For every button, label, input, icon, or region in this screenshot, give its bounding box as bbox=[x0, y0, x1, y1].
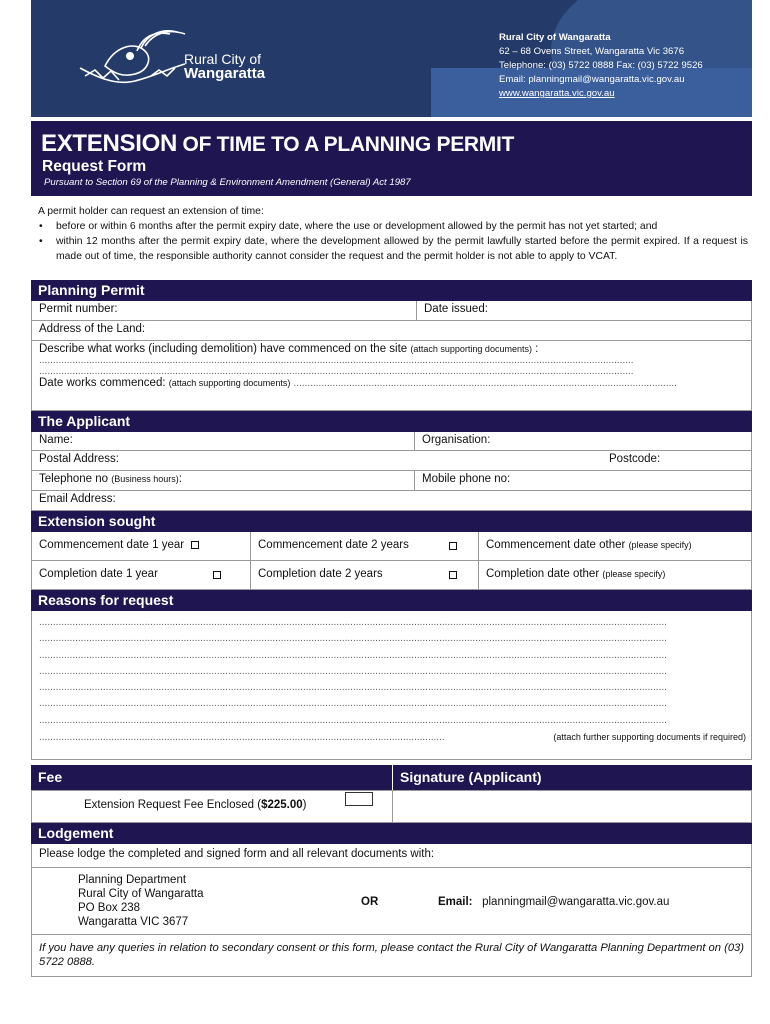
commencement-1-year-checkbox[interactable] bbox=[191, 541, 199, 549]
logo-line2: Wangaratta bbox=[184, 65, 266, 82]
telephone-label: Telephone no bbox=[39, 473, 109, 485]
lodgement-email bbox=[438, 896, 669, 908]
mobile-field[interactable] bbox=[414, 471, 753, 490]
logo-wordmark bbox=[184, 52, 265, 82]
mobile-label: Mobile phone no: bbox=[422, 473, 511, 485]
section-header-fee: Fee bbox=[31, 765, 392, 790]
form-title-rest: OF TIME TO A PLANNING PERMIT bbox=[177, 133, 515, 156]
lodgement-email-link[interactable]: planningmail@wangaratta.vic.gov.au bbox=[482, 896, 670, 908]
intro-bullet bbox=[38, 219, 748, 234]
fee-label: Extension Request Fee Enclosed ( bbox=[84, 799, 262, 811]
address-of-land-field[interactable] bbox=[31, 321, 752, 341]
intro-bullets bbox=[38, 219, 748, 264]
fee-enclosed-checkbox[interactable] bbox=[345, 792, 373, 806]
postal-address-row bbox=[31, 451, 752, 471]
reasons-field[interactable] bbox=[31, 611, 752, 760]
commencement-1-year-label: Commencement date 1 year bbox=[39, 539, 185, 551]
section-header-lodgement: Lodgement bbox=[31, 823, 752, 844]
fee-close: ) bbox=[302, 799, 307, 811]
dotted-line: ...................................................................................................................................................................................................................... bbox=[39, 366, 634, 377]
completion-row bbox=[31, 561, 752, 590]
address-of-land-label: Address of the Land: bbox=[39, 323, 146, 335]
applicant-name-field[interactable] bbox=[32, 432, 414, 450]
permit-number-label: Permit number: bbox=[39, 303, 118, 315]
organisation-label: Organisation: bbox=[422, 434, 491, 446]
contact-website-link[interactable]: www.wangaratta.vic.gov.au bbox=[499, 88, 615, 99]
completion-1-year-option[interactable] bbox=[32, 561, 250, 589]
section-header-extension: Extension sought bbox=[31, 511, 752, 532]
dotted-line: .......................................................................................................................................... bbox=[293, 378, 677, 389]
section-header-applicant: The Applicant bbox=[31, 411, 752, 432]
dotted-line: .................................................................................................................................................................................................................................. bbox=[39, 714, 667, 726]
dotted-line: .................................................................................................................................................................................................................................. bbox=[39, 682, 667, 694]
dotted-line: .................................................................................................................................................................................................................................. bbox=[39, 665, 667, 677]
commencement-other-note: (please specify) bbox=[628, 540, 692, 550]
lodgement-details-row bbox=[31, 867, 752, 935]
date-issued-field[interactable] bbox=[416, 301, 753, 320]
form-act-reference: Pursuant to Section 69 of the Planning & Environment Amendment (General) Act 1987 bbox=[44, 177, 411, 188]
intro-text bbox=[38, 204, 748, 264]
intro-bullet bbox=[38, 234, 748, 264]
bullet-icon: • bbox=[39, 236, 43, 247]
form-title bbox=[41, 130, 514, 158]
lodgement-address-line: PO Box 238 bbox=[78, 902, 141, 914]
fee-signature-row bbox=[31, 790, 752, 823]
contact-phone: Telephone: (03) 5722 0888 Fax: (03) 5722 9526 bbox=[499, 60, 703, 71]
telephone-note: (Business hours) bbox=[111, 474, 179, 484]
logo-line1: Rural City of bbox=[184, 51, 262, 67]
contact-address: 62 – 68 Ovens Street, Wangaratta Vic 3676 bbox=[499, 46, 685, 57]
dotted-line: .................................................................................................................................................................................................................................. bbox=[39, 617, 667, 628]
email-address-label: Email Address: bbox=[39, 493, 116, 505]
postcode-field[interactable] bbox=[602, 451, 753, 470]
lodgement-postal-address bbox=[78, 873, 203, 929]
form-subtitle: Request Form bbox=[42, 158, 147, 175]
lodgement-address-line: Wangaratta VIC 3677 bbox=[78, 916, 189, 928]
lodgement-or: OR bbox=[361, 896, 379, 908]
page-header bbox=[31, 0, 752, 117]
reasons-attach-note: (attach further supporting documents if required) bbox=[551, 729, 746, 745]
footer-note: If you have any queries in relation to secondary consent or this form, please contact the Rural City of Wangaratta Planning Department on (03) 5722 0888. bbox=[39, 942, 744, 968]
email-address-field[interactable] bbox=[31, 491, 752, 511]
section-header-signature: Signature (Applicant) bbox=[392, 765, 752, 790]
form-title-big: EXTENSION bbox=[41, 130, 177, 157]
commencement-2-years-checkbox[interactable] bbox=[449, 542, 457, 550]
contact-block bbox=[499, 31, 703, 101]
applicant-name-label: Name: bbox=[39, 434, 73, 446]
telephone-row bbox=[31, 471, 752, 491]
completion-1-year-label: Completion date 1 year bbox=[39, 568, 158, 580]
completion-2-years-checkbox[interactable] bbox=[449, 571, 457, 579]
wangaratta-logo-icon bbox=[75, 26, 195, 96]
intro-bullet-text: before or within 6 months after the permit expiry date, where the use or development allowed by the permit has not yet started; and bbox=[56, 221, 658, 232]
completion-other-note: (please specify) bbox=[602, 569, 666, 579]
dotted-line: ...................................................................................................................................................................................................................... bbox=[39, 355, 634, 366]
telephone-field[interactable] bbox=[32, 471, 414, 490]
works-describe-label: Describe what works (including demolition) have commenced on the site bbox=[39, 343, 408, 355]
date-works-commenced-label: Date works commenced: bbox=[39, 377, 166, 389]
commencement-2-years-option[interactable] bbox=[250, 532, 478, 560]
date-works-commenced-note: (attach supporting documents) bbox=[168, 378, 291, 388]
bullet-icon: • bbox=[39, 221, 43, 232]
lodgement-email-label: Email: bbox=[438, 896, 473, 908]
postal-address-label: Postal Address: bbox=[39, 453, 119, 465]
fee-amount: $225.00 bbox=[261, 799, 303, 811]
section-header-reasons: Reasons for request bbox=[31, 590, 752, 611]
completion-other-label: Completion date other bbox=[486, 568, 600, 580]
intro-bullet-text: within 12 months after the permit expiry date, where the development allowed by the permit lawfully started before the permit expired. If a request is made out of time, the responsible authority cannot consider the request and the permit holder is not able to apply to VCAT. bbox=[56, 236, 748, 262]
works-commenced-field[interactable] bbox=[31, 341, 752, 411]
works-commenced-content bbox=[32, 341, 753, 410]
contact-org: Rural City of Wangaratta bbox=[499, 32, 611, 43]
lodgement-instruction: Please lodge the completed and signed form and all relevant documents with: bbox=[39, 848, 435, 860]
telephone-colon: : bbox=[178, 473, 182, 485]
dotted-line: .................................................................................................................................................................................................................................. bbox=[39, 649, 667, 661]
commencement-2-years-label: Commencement date 2 years bbox=[258, 539, 409, 551]
completion-1-year-checkbox[interactable] bbox=[213, 571, 221, 579]
lodgement-instruction-row bbox=[31, 844, 752, 868]
dotted-line: .................................................................................................................................................................................................................................. bbox=[39, 698, 667, 710]
works-describe-colon: : bbox=[531, 343, 539, 355]
section-header-planning-permit: Planning Permit bbox=[31, 280, 752, 301]
date-issued-label: Date issued: bbox=[424, 303, 488, 315]
intro-lead: A permit holder can request an extension of time: bbox=[38, 206, 264, 217]
organisation-field[interactable] bbox=[414, 432, 753, 450]
lodgement-address-line: Planning Department bbox=[78, 874, 187, 886]
footer-row bbox=[31, 935, 752, 977]
fee-text bbox=[84, 799, 307, 811]
completion-2-years-option[interactable] bbox=[250, 561, 478, 589]
signature-field[interactable] bbox=[392, 791, 751, 822]
commencement-other-option[interactable] bbox=[478, 532, 753, 560]
commencement-1-year-option[interactable] bbox=[32, 532, 250, 560]
commencement-row bbox=[31, 532, 752, 561]
works-describe-note: (attach supporting documents) bbox=[410, 344, 532, 354]
contact-email: Email: planningmail@wangaratta.vic.gov.au bbox=[499, 74, 685, 85]
dotted-line: .................................................................................................................................................................................................................................. bbox=[39, 633, 667, 645]
title-block bbox=[31, 121, 752, 196]
reasons-lines bbox=[32, 611, 753, 759]
lodgement-address-line: Rural City of Wangaratta bbox=[78, 888, 204, 900]
permit-number-field[interactable] bbox=[32, 301, 416, 320]
commencement-other-label: Commencement date other bbox=[486, 539, 626, 551]
applicant-name-row bbox=[31, 432, 752, 451]
postcode-label: Postcode: bbox=[609, 453, 661, 465]
completion-other-option[interactable] bbox=[478, 561, 753, 589]
postal-address-field[interactable] bbox=[32, 451, 592, 470]
completion-2-years-label: Completion date 2 years bbox=[258, 568, 383, 580]
permit-row bbox=[31, 301, 752, 321]
dotted-line: .................................................................................................................................................. bbox=[39, 732, 445, 744]
